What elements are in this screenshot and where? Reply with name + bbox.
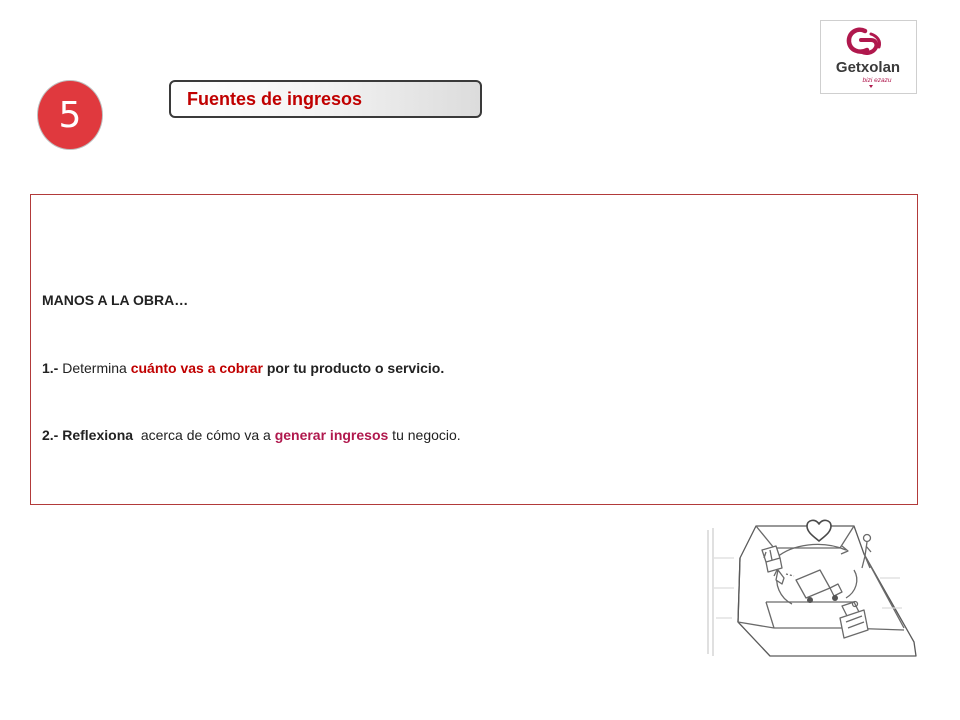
instructions-box	[30, 194, 918, 505]
item-2-highlight: generar ingresos	[274, 427, 389, 443]
item-1-number: 1.-	[42, 360, 59, 376]
item-2-pre: acerca de cómo va a	[133, 427, 275, 443]
item-2-verb: Reflexiona	[58, 427, 134, 443]
getxolan-logo	[820, 20, 917, 94]
instruction-item-1	[42, 360, 444, 376]
step-number: 5	[58, 94, 82, 136]
instruction-item-2	[42, 427, 461, 443]
section-title-box	[169, 80, 482, 118]
item-2-number: 2.-	[42, 427, 59, 443]
instructions-heading: MANOS A LA OBRA…	[42, 292, 189, 308]
logo-tagline: bizi ezazu	[862, 77, 892, 84]
item-1-post: por tu producto o servicio.	[262, 360, 445, 376]
item-1-highlight: cuánto vas a cobrar	[130, 360, 263, 376]
item-1-pre: Determina	[58, 360, 131, 376]
section-title: Fuentes de ingresos	[187, 88, 363, 109]
business-model-canvas-sketch-icon	[704, 518, 922, 660]
item-2-post: tu negocio.	[388, 427, 461, 443]
logo-wordmark: Getxolan	[835, 59, 901, 76]
step-number-badge	[37, 80, 103, 150]
